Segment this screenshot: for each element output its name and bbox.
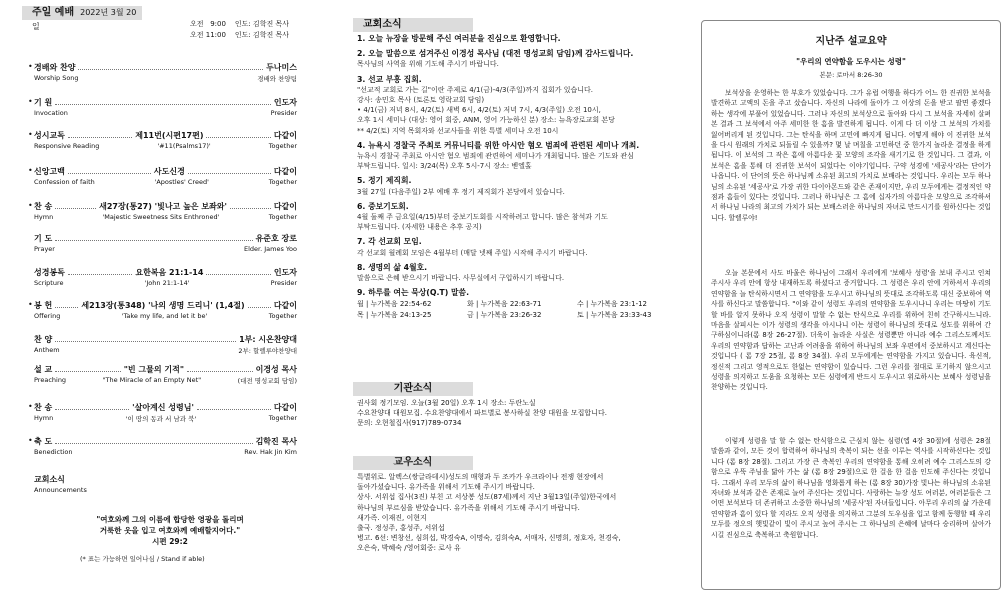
news-line: 새가족. 이재진, 이현지 (357, 513, 427, 522)
leader-dots (55, 300, 78, 308)
bullet-marker: • (28, 97, 33, 106)
leader-dots (68, 166, 151, 174)
order-item-leader: 인도자 (273, 268, 298, 277)
order-item-leader: 두나미스 (266, 63, 297, 72)
order-item-title: 기 도 (34, 234, 53, 243)
news-item-body: 4월 둘째 주 금요일(4/15)부터 중보기도회를 시작하려고 합니다. 많은 참석과 기도 부탁드립니다. (자세한 내용은 추후 공지) (357, 213, 608, 232)
order-item-english: Anthem (34, 346, 60, 354)
news-item-body: 목사님의 사역을 위해 기도해 주시기 바랍니다. (357, 60, 499, 69)
order-item-leader: 김학진 목사 (255, 437, 297, 446)
order-item-detail: "빈 그물의 기적" (123, 365, 185, 374)
news-item-title: 8. 생명의 삶 4월호. (357, 262, 428, 272)
news-line: 수요찬양대 대원모집. 수요찬양대에서 파트별로 봉사하실 찬양 대원을 모집합니다. (357, 409, 607, 418)
order-item-detail: 사도신경 (153, 167, 185, 176)
order-item-english: Offering (34, 312, 61, 320)
news-item-title: 4. 뉴욕시 경찰국 주최로 커뮤니티를 위한 아시안 혐오 범죄에 관련된 세미나 개최. (357, 140, 640, 150)
news-item-title: 9. 하루를 여는 묵상(Q.T) 말씀. (357, 288, 470, 298)
order-item-detail: 요한복음 21:1-14 (135, 268, 204, 277)
order-item-detail-english: 'Apostles' Creed' (154, 178, 209, 186)
leader-dots (187, 364, 253, 372)
order-item-title: 신앙고백 (34, 167, 65, 176)
leader-dots (230, 201, 271, 209)
order-item-detail-english (55, 245, 244, 253)
bullet-marker: • (28, 166, 33, 175)
sermon-summary-title: 지난주 설교요약 (815, 36, 887, 47)
order-item-detail-english: 'Take my life, and let it be' (121, 312, 208, 320)
bullet-marker: • (28, 62, 33, 71)
news-item (357, 202, 677, 233)
leader-dots (55, 334, 236, 342)
news-line: 특별위로. 알렉스(쌍글라데시)성도의 매형과 두 조카가 우크라이나 전쟁 현장에서 (357, 473, 604, 481)
news-item-body: 뉴욕시 경찰국 주최로 아시안 혐오 범죄에 관련하여 세미나가 개최됩니다. 많은 기도와 관심 부탁드립니다. 일시: 3/24(목) 오후 5시-7시 장소: 벧엘홀 (357, 152, 634, 171)
sermon-reference: 본문: 로마서 8:26-30 (819, 71, 883, 79)
order-item (34, 233, 297, 253)
order-item (28, 201, 297, 221)
bullet-marker: • (28, 402, 33, 411)
news-line: 상사. 서위섭 집사(3진) 부친 고 서상봉 성도(87세)께서 지난 3월13일(주일)한국에서 (357, 493, 617, 502)
order-item-detail-english (68, 109, 271, 117)
order-item-leader: 유준호 장로 (255, 234, 297, 243)
leader-dots (68, 130, 132, 138)
leader-dots (55, 402, 129, 410)
order-item-title: 찬 송 (34, 202, 53, 211)
order-item-leader-english: Together (268, 312, 297, 320)
qt-row (357, 310, 677, 320)
sermon-summary-column (697, 0, 1005, 612)
order-item-leader: 인도자 (273, 98, 297, 107)
org-news-list (357, 398, 677, 429)
service-times: 오전 9:00 인도: 김학진 목사 오전 11:00 인도: 김학진 목사 (190, 20, 289, 39)
news-line: 문의: 오현철집사(917)789-0734 (357, 419, 462, 428)
order-item-leader-english: Presider (270, 279, 297, 287)
leader-dots (55, 364, 121, 372)
member-news-header: 교우소식 (353, 456, 473, 470)
news-item (357, 75, 677, 136)
qt-cell: 화 | 누가복음 22:63-71 (467, 300, 542, 309)
order-item-detail: 새27장(통27) '빛나고 높은 보좌와' (99, 202, 227, 211)
bullet-marker: • (28, 201, 33, 210)
order-item-leader-english: (대전 명성교회 담임) (237, 377, 297, 385)
news-line: 오은숙, 박혜숙 /영어회중: 로사 유 (357, 544, 461, 553)
worship-order-column (0, 0, 328, 612)
order-item-english: Scripture (34, 279, 64, 287)
worship-header-title: 주일 예배 (32, 7, 75, 18)
order-item-english: Prayer (34, 245, 55, 253)
order-item-title: 경배와 찬양 (34, 63, 76, 72)
leader-dots (206, 130, 270, 138)
order-item-title: 축 도 (34, 437, 53, 446)
order-item (28, 402, 297, 423)
order-item-detail: 제11번(시편17편) (135, 131, 204, 140)
order-item (28, 97, 297, 117)
order-item-english: Confession of faith (34, 178, 95, 186)
qt-table (357, 299, 677, 319)
order-item-english: Invocation (34, 109, 68, 117)
order-item-english: Announcements (34, 486, 87, 494)
order-item-leader-english: Elder. James Yoo (244, 245, 297, 253)
leader-dots (68, 267, 132, 275)
order-item (34, 474, 297, 494)
order-item-leader: 다같이 (273, 131, 298, 140)
order-item-english: Benediction (34, 448, 73, 456)
order-item-leader-english: Rev. Hak Jin Kim (244, 448, 297, 456)
worship-header (22, 6, 142, 31)
order-item-english: Worship Song (34, 74, 79, 82)
order-item-detail-english (87, 486, 297, 494)
order-item-leader-english: Together (268, 213, 297, 221)
leader-dots (188, 166, 271, 174)
sermon-title: "우리의 연약함을 도우시는 성령" (796, 57, 906, 66)
bullet-marker: • (28, 130, 33, 139)
leader-dots (197, 402, 271, 410)
news-item-title: 6. 중보기도회. (357, 201, 409, 211)
news-item (357, 263, 677, 283)
news-item-title: 2. 오늘 말씀으로 섬겨주신 이경성 목사님 (대전 명성교회 담임)께 감사드립니다. (357, 49, 634, 59)
leader-dots (248, 300, 271, 308)
order-item-title: 성시교독 (34, 131, 65, 140)
order-item-detail: '살아계신 성령님' (132, 403, 194, 412)
leader-dots (78, 62, 263, 70)
news-item-body: "선교적 교회로 가는 길"이란 주제로 4/1(금)-4/3(주일)까지 집회가 있습니다. 강사: 송민호 목사 (토론토 영락교회 담임) • 4/1(금) 저녁 8시, 4/2(토) 새벽 6시, 4/2(토) 저녁 7시, 4/3(주일) 오전 10시, 오후 1시 세미나 (대상: 영어 회중, ANM, 영어 가능하신 분) 장소: 뉴욕장로교회 본당 ** 4/2(토) 지역 목회자와 선교사들을 위한 특별 세미나 오전 10시 (357, 85, 615, 135)
news-item (357, 288, 677, 298)
qt-cell: 금 | 누가복음 23:26-32 (467, 310, 542, 319)
order-item-leader-english: Together (268, 414, 297, 422)
order-item (28, 130, 298, 150)
order-item-leader: 다같이 (273, 202, 297, 211)
news-item (357, 49, 677, 69)
news-item-title: 3. 선교 부흥 집회. (357, 74, 422, 84)
order-item (34, 364, 297, 385)
news-column (343, 0, 673, 612)
news-item-body: 3월 27일 (다음주일) 2부 예배 후 정기 제직회가 본당에서 있습니다. (357, 187, 565, 196)
order-item-leader: 다같이 (273, 301, 297, 310)
qt-cell: 목 | 누가복음 24:13-25 (357, 310, 432, 319)
order-item-detail-english (60, 346, 239, 355)
order-item-leader-english: Together (268, 178, 297, 186)
news-item-body: 각 선교회 월례회 모임은 4월부터 (매달 넷째 주일) 시작해 주시기 바랍니다. (357, 248, 588, 257)
leader-dots (55, 201, 96, 209)
order-item-detail-english: '이 땅의 동과 서 남과 북' (125, 415, 197, 423)
order-item (28, 62, 297, 83)
order-item-title: 설 교 (34, 365, 53, 374)
order-item-english: Hymn (34, 414, 54, 422)
leader-dots (206, 267, 270, 275)
news-item-title: 1. 오늘 뉴장을 방문해 주신 여러분을 진심으로 환영합니다. (357, 34, 561, 43)
order-item-leader: 다같이 (273, 403, 297, 412)
news-item (357, 237, 677, 257)
order-item-detail-english: '#11(Psalms17)' (157, 142, 211, 150)
order-item-title: 기 원 (34, 98, 53, 107)
news-line: 출국. 정성주, 홍성주, 서위섭 (357, 524, 445, 533)
order-item-detail-english (79, 74, 258, 83)
order-item-leader: 1부: 시온찬양대 (239, 335, 297, 344)
order-item (34, 267, 297, 287)
order-item-title: 교회소식 (34, 475, 65, 484)
order-item-detail-english: 'Majestic Sweetness Sits Enthroned' (102, 213, 220, 221)
member-news-list (357, 472, 677, 554)
order-item-english: Preaching (34, 376, 67, 384)
order-item-leader-english: 경배와 찬양팀 (257, 75, 297, 83)
order-item (28, 166, 297, 186)
order-item (28, 436, 297, 456)
news-item (357, 176, 677, 196)
news-line: 하나님의 부르심을 받았습니다. 유가족을 위해서 기도해 주시기 바랍니다. (357, 503, 580, 512)
order-item-leader-english: Together (268, 142, 297, 150)
news-item (357, 34, 677, 44)
qt-cell: 토 | 누가복음 23:33-43 (577, 310, 652, 319)
order-item-leader-english: 2부: 할렐루야찬양대 (238, 347, 297, 355)
qt-cell: 수 | 누가복음 23:1-12 (577, 300, 647, 309)
qt-cell: 월 | 누가복음 22:54-62 (357, 300, 432, 309)
order-item-title: 성경봉독 (34, 268, 65, 277)
news-item-title: 7. 각 선교회 모임. (357, 237, 422, 247)
church-news-header: 교회소식 (353, 18, 473, 32)
news-line: 돌아가셨습니다. 유가족을 위해서 기도해 주시기 바랍니다. (357, 483, 535, 492)
news-line: 권사회 정기모임. 오늘(3월 20일) 오후 1시 장소: 두란노실 (357, 399, 536, 407)
order-item-detail-english (73, 448, 245, 456)
news-item-title: 5. 정기 제직회. (357, 176, 412, 186)
scripture-verse (60, 514, 280, 547)
order-item-leader: 다같이 (273, 167, 297, 176)
order-item-leader-english: Presider (270, 109, 297, 117)
order-item-title: 봉 헌 (34, 301, 53, 310)
org-news-header: 기관소식 (353, 382, 473, 396)
order-item (34, 334, 297, 355)
qt-row (357, 299, 677, 309)
order-item-detail: 세213장(통348) '나의 생명 드리니' (1,4절) (81, 301, 245, 310)
order-item (28, 300, 297, 320)
order-item-detail-english: 'John 21:1-14' (144, 279, 190, 287)
order-item-detail-english: "The Miracle of an Empty Net" (102, 376, 202, 384)
leader-dots (55, 233, 252, 241)
sermon-paragraph-3: 이렇게 성령을 말 할 수 없는 탄식함으로 근심치 않는 심령(엡 4장 30절)에 성령은 28절 말씀과 같이, 모든 것이 합력하여 하나님의 축복이 되는 선을 이루는 역사를 시작하신다는 것입니다 (롬 8장 28절). 그리고 가장 큰 축복인 우리의 연약함을 통해 오히려 예수 그리스도의 강함으로 우뚝 주님을 닮아 가는 삶 (롬 8장 29절)으로 한 걸음 한 걸음 인도해 주신다는 것입니다. 그래서 우리 모두의 삶이 하나님을 영화롭게 하는 (롬 8장 30)가장 빛나는 하나님의 소유된 자녀와 보석과 같은 존재로 늘어 주신다는 것입니다. 사랑하는 뉴장 성도 여러분, 여러분들은 그 어떤 보석보다 더 존귀하고 소중한 하나님의 '세공사'된 자녀들입니다. 아무리 우리의 삶 가운데 연약함과 흠이 있다 할 지라도 오직 성령을 의지하고 그분의 도우심을 입고 함께 동행할 때 우리 모두를 정오의 햇빛같이 빛이 주시고 높여 주시는 그 하나님의 은혜에 날마다 승리하며 살아가시길 진심으로 축복하고 축원합니다. (711, 437, 991, 539)
leader-dots (55, 97, 271, 105)
news-item (357, 141, 677, 172)
order-item-leader: 이경성 목사 (255, 365, 297, 374)
bullet-marker: • (28, 300, 33, 309)
sermon-paragraph-2: 오늘 본문에서 사도 바울은 하나님이 그래서 우리에게 '보혜사 성령'을 보내 주시고 인쳐 주시사 우리 안에 항상 내재하도록 하셨다고 증거합니다. 그 성령은 우리 안에 거하셔서 우리의 연약함을 늘 탄식하시면서 그 연약함을 도우시고 하나님의 뜻대로 조각하도록 대신 중보하여 역사를 하신다고 말씀합니다. "이와 같이 성령도 우리의 연약함을 도우시나니 우리는 마땅히 기도할 바를 알지 못하나 오직 성령이 말할 수 없는 탄식으로 우리를 위하여 친히 간구하시느니라. 마음을 살피시는 이가 성령의 생각을 아시나니 이는 성령이 하나님의 뜻대로 성도를 위하여 간구하심이니라(롬 8장 26-27절). 더욱이 놀라운 사실은 성령뿐만 아니라 예수 그리스도께서도 우리의 연약함과 답하는 고난과 어려움을 위하여 하나님의 보좌 우편에서 중보하시고 계신다는 것입니다 ( 롬 7장 25절, 롬 8장 34절). 우리 모두에게는 연약함을 가지고 있습니다. 육신적, 정신적 그리고 영적으로도 한없는 연약함이 있습니다. 그런 우리를 절대로 포기하지 않으시고 성령을 의지하고 도움을 요청하는 모든 심령에게 반드시 도우시고 위로하시는 보혜사 성령님을 찬양하는 것입니다. (711, 269, 991, 392)
news-item-body: 말씀으로 은혜 받으시기 바랍니다. 사무실에서 구입하시기 바랍니다. (357, 274, 565, 283)
church-news-list (357, 34, 677, 320)
news-line: 병고. 6선: 변창선, 심희섭, 박경숙A, 이명숙, 김희숙A, 서매자, 신명희, 정호자, 천경숙, (357, 534, 621, 543)
order-item-title: 찬 송 (34, 403, 53, 412)
sermon-paragraph-1: 보석상을 운영하는 한 부호가 있었습니다. 그가 유럽 여행을 하다가 어느 한 진귀한 보석을 발견하고 고액의 돈을 주고 샀습니다. 자신의 나라에 돌아가 그 이상의 돈을 받고 팔면 좋겠다 하는 생각에 부풀어 있었습니다. 그러나 자신의 보석상으로 돌아와 다시 그 보석을 자세히 살펴 본 결과 그 보석에서 아주 세미한 한 흠을 발견하게 됩니다. 이게 다 더 이상 그 보석의 가치를 잃어버리게 된 것입니다. 그는 탄식을 하며 고민에 빠지게 됩니다. 어떻게 해야 이 진귀한 보석을 다시 원래의 가치로 되돌릴 수 있을까? 몇 날 며칠을 고민하던 중 한가지 놀라운 결정을 하게 됩니다. 이 보석의 그 작은 흠에 아름다운 꽃 모양의 조각을 새기기로 한 것입니다. 그 결과, 이 보석은 흠을 통해 더 진귀한 보석이 되었다는 이야기입니다. 구약 성경에 '세공사'라는 단어가 나옵니다. 이 단어의 뜻은 하나님께 소유된 최고의 가치로 보배라는 것입니다. 우리는 모두 하나님의 소유된 '세공사'로 가장 귀한 다이아몬드와 같은 존재이지만, 우리 모두에게는 결정적인 약점과 흠들이 있다는 것입니다. 그러나 하나님은 그 흠에 십자가의 아름다운 모양으로 조각하셔서 하나님 나라의 최고의 가치가 되는 보배스러운 하나님의 자녀로 만드시기를 원하신다는 것입니다. 할렐루야! (711, 89, 991, 222)
order-item-english: Responsive Reading (34, 142, 100, 150)
order-item-english: Hymn (34, 213, 54, 221)
worship-date: 2022년 3월 20일 (32, 8, 137, 31)
leader-dots (55, 436, 252, 444)
stand-note: (* 표는 가능하면 일어나심 / Stand if able) (80, 555, 205, 563)
order-item-title: 찬 양 (34, 335, 53, 344)
scripture-verse-text: "여호와께 그의 이름에 합당한 영광을 돌리며 거룩한 옷을 입고 여호와께 예배할지어다." 시편 29:2 (96, 515, 244, 546)
bullet-marker: • (28, 436, 33, 445)
